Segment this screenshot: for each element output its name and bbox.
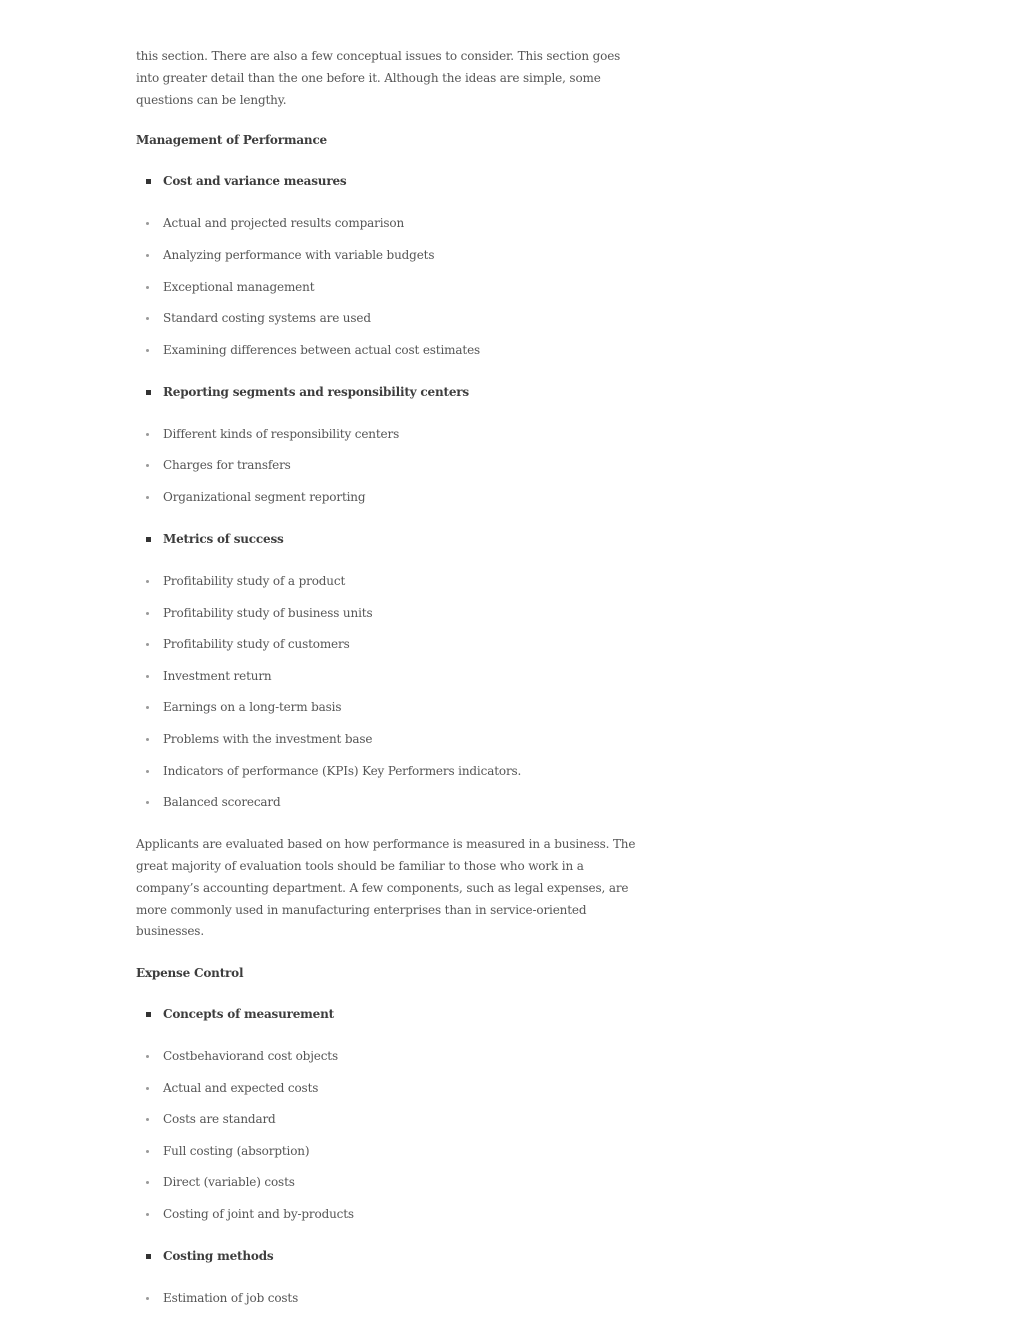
dot-bullet-icon [146, 1150, 149, 1153]
topic-item-list [136, 1046, 646, 1225]
list-item [136, 487, 646, 508]
topic-group-header [136, 171, 646, 192]
topic-group-cost-variance [136, 171, 646, 360]
square-bullet-icon [146, 179, 151, 184]
list-item [136, 666, 646, 687]
dot-bullet-icon [146, 222, 149, 225]
topic-group-title: Metrics of success [163, 531, 284, 546]
list-item [136, 1046, 646, 1067]
list-item-text: Costs are standard [163, 1112, 276, 1127]
dot-bullet-icon [146, 464, 149, 467]
dot-bullet-icon [146, 1181, 149, 1184]
list-item [136, 340, 646, 361]
dot-bullet-icon [146, 801, 149, 804]
dot-bullet-icon [146, 770, 149, 773]
intro-paragraph: this section. There are also a few conceptual issues to consider. This section goes into greater detail than the one before it. Although the ideas are simple, some questions can be lengthy. [136, 49, 621, 107]
list-item-text: Profitability study of customers [163, 637, 350, 652]
list-item [136, 1078, 646, 1099]
list-item [136, 213, 646, 234]
dot-bullet-icon [146, 1118, 149, 1121]
list-item-text: Profitability study of business units [163, 605, 373, 620]
list-item [136, 1288, 646, 1309]
dot-bullet-icon [146, 580, 149, 583]
expense-heading: Expense Control [136, 966, 244, 981]
list-item [136, 1109, 646, 1130]
list-item-text: Charges for transfers [163, 458, 291, 473]
topic-group-title: Costing methods [163, 1249, 274, 1264]
list-item-text: Examining differences between actual cost estimates [163, 342, 481, 357]
dot-bullet-icon [146, 433, 149, 436]
list-item-text: Standard costing systems are used [163, 311, 371, 326]
topic-group-header [136, 1246, 646, 1267]
list-item-text: Earnings on a long-term basis [163, 700, 342, 715]
topic-item-list [136, 424, 646, 508]
list-item [136, 697, 646, 718]
dot-bullet-icon [146, 349, 149, 352]
topic-item-list [136, 1288, 646, 1309]
performance-summary-paragraph: Applicants are evaluated based on how performance is measured in a business. The great majority of evaluation tools should be familiar to those who work in a company’s accounting department. A few components, such as legal expenses, are more commonly used in manufacturing enterprises than in service-oriented businesses. [136, 837, 636, 939]
list-item [136, 761, 646, 782]
list-item [136, 245, 646, 266]
article-content [136, 46, 646, 1330]
dot-bullet-icon [146, 643, 149, 646]
list-item [136, 1204, 646, 1225]
topic-group-title: Concepts of measurement [163, 1007, 334, 1022]
list-item [136, 603, 646, 624]
list-item [136, 1172, 646, 1193]
list-item [136, 424, 646, 445]
topic-item-list [136, 571, 646, 813]
topic-group-reporting-segments [136, 382, 646, 508]
dot-bullet-icon [146, 706, 149, 709]
topic-group-header [136, 382, 646, 403]
dot-bullet-icon [146, 1087, 149, 1090]
dot-bullet-icon [146, 1297, 149, 1300]
list-item-text: Costbehaviorand cost objects [163, 1049, 338, 1064]
list-item [136, 1141, 646, 1162]
square-bullet-icon [146, 1012, 151, 1017]
list-item-text: Estimation of job costs [163, 1291, 299, 1306]
list-item-text: Different kinds of responsibility centers [163, 426, 400, 441]
dot-bullet-icon [146, 254, 149, 257]
list-item-text: Balanced scorecard [163, 795, 281, 810]
dot-bullet-icon [146, 496, 149, 499]
list-item [136, 308, 646, 329]
list-item-text: Analyzing performance with variable budgets [163, 247, 435, 262]
dot-bullet-icon [146, 286, 149, 289]
square-bullet-icon [146, 537, 151, 542]
list-item-text: Actual and expected costs [163, 1080, 319, 1095]
list-item-text: Profitability study of a product [163, 573, 346, 588]
dot-bullet-icon [146, 675, 149, 678]
list-item [136, 729, 646, 750]
list-item-text: Indicators of performance (KPIs) Key Performers indicators. [163, 763, 522, 778]
expense-topic-list [136, 1004, 646, 1309]
list-item-text: Organizational segment reporting [163, 489, 366, 504]
list-item [136, 277, 646, 298]
square-bullet-icon [146, 1254, 151, 1259]
dot-bullet-icon [146, 612, 149, 615]
topic-group-header [136, 1004, 646, 1025]
square-bullet-icon [146, 390, 151, 395]
list-item-text: Exceptional management [163, 279, 315, 294]
performance-heading: Management of Performance [136, 133, 327, 148]
dot-bullet-icon [146, 1055, 149, 1058]
list-item-text: Investment return [163, 668, 272, 683]
list-item-text: Full costing (absorption) [163, 1143, 310, 1158]
topic-item-list [136, 213, 646, 360]
topic-group-title: Cost and variance measures [163, 174, 347, 189]
dot-bullet-icon [146, 317, 149, 320]
topic-group-costing-methods [136, 1246, 646, 1309]
performance-topic-list [136, 171, 646, 813]
list-item [136, 455, 646, 476]
list-item-text: Direct (variable) costs [163, 1175, 295, 1190]
dot-bullet-icon [146, 738, 149, 741]
topic-group-header [136, 529, 646, 550]
list-item [136, 571, 646, 592]
list-item [136, 792, 646, 813]
topic-group-metrics-of-success [136, 529, 646, 813]
list-item-text: Problems with the investment base [163, 731, 373, 746]
topic-group-concepts-of-measurement [136, 1004, 646, 1225]
dot-bullet-icon [146, 1213, 149, 1216]
list-item-text: Costing of joint and by-products [163, 1207, 354, 1222]
topic-group-title: Reporting segments and responsibility centers [163, 384, 469, 399]
list-item-text: Actual and projected results comparison [163, 216, 405, 231]
list-item [136, 634, 646, 655]
